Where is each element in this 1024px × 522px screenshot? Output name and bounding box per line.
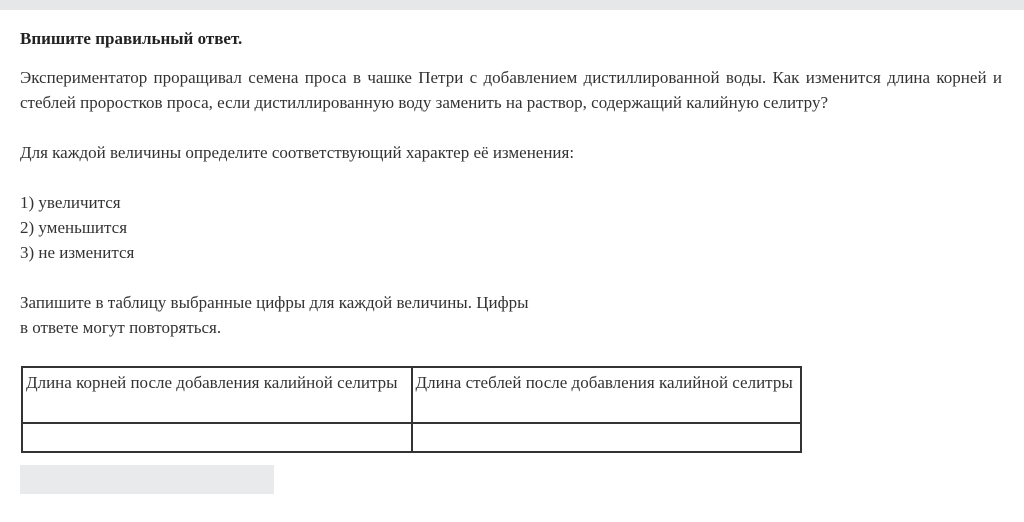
answer-table xyxy=(21,366,802,453)
answer-table-header-row xyxy=(22,367,801,423)
answer-cell-root-length xyxy=(22,423,412,452)
answer-input-stem-length[interactable] xyxy=(413,424,801,451)
header-stem-length: Длина стеблей после добавления калийной селитры xyxy=(412,367,802,423)
answer-options xyxy=(20,190,1002,265)
option-decrease: 2) уменьшится xyxy=(20,218,128,237)
answer-note-line-1: Запишите в таблицу выбранные цифры для каждой величины. Цифры xyxy=(20,293,529,312)
task-prompt: Для каждой величины определите соответствующий характер её изменения: xyxy=(20,143,575,162)
task-instruction: Впишите правильный ответ. xyxy=(20,29,243,48)
option-increase: 1) увеличится xyxy=(20,193,121,212)
task-question: Экспериментатор проращивал семена проса в чашке Петри с добавлением дистиллированной воды. Как изменится длина корней и стеблей проростков проса, если дистиллированную воду заменить на раствор, содержащий калийную селитру? xyxy=(20,68,1002,112)
answer-cell-stem-length xyxy=(412,423,802,452)
option-no-change: 3) не изменится xyxy=(20,243,135,262)
answer-table-input-row xyxy=(22,423,801,452)
answer-note xyxy=(20,290,580,340)
header-root-length: Длина корней после добавления калийной селитры xyxy=(22,367,412,423)
task-content xyxy=(20,26,1002,340)
top-bar xyxy=(0,0,1024,10)
submit-button-placeholder[interactable] xyxy=(20,465,274,494)
answer-note-line-2: в ответе могут повторяться. xyxy=(20,318,222,337)
answer-input-root-length[interactable] xyxy=(23,424,411,451)
